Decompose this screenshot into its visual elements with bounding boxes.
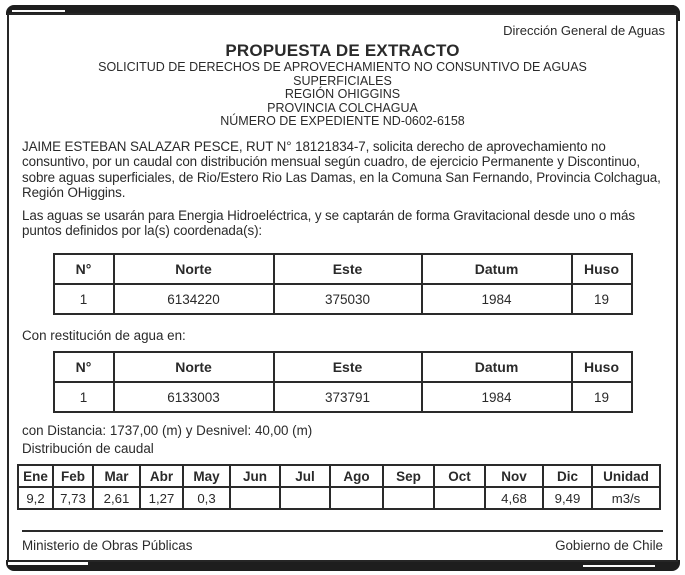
flow-distribution-table [17, 464, 661, 510]
document-title: PROPUESTA DE EXTRACTO [225, 41, 460, 60]
coordinates-table [53, 253, 633, 315]
column-header: N° [54, 352, 114, 382]
table-cell: 375030 [274, 284, 422, 314]
footer-ministry: Ministerio de Obras Públicas [22, 538, 193, 554]
table-cell: 6133003 [114, 382, 274, 412]
column-header: N° [54, 254, 114, 284]
table-row [54, 382, 632, 412]
table-cell: 19 [572, 382, 632, 412]
column-header: Este [274, 254, 422, 284]
distance-line: con Distancia: 1737,00 (m) y Desnivel: 40,00 (m) [22, 423, 313, 439]
table-cell: 9,2 [18, 487, 53, 509]
column-header: Jun [230, 465, 280, 487]
column-header: Norte [114, 254, 274, 284]
table-cell: 1 [54, 382, 114, 412]
table-cell [383, 487, 434, 509]
table-cell: 4,68 [485, 487, 543, 509]
table-header-row [54, 352, 632, 382]
subtitle-line: SOLICITUD DE DERECHOS DE APROVECHAMIENTO NO CONSUNTIVO DE AGUAS [98, 60, 587, 74]
table-cell [434, 487, 485, 509]
footer-government: Gobierno de Chile [555, 538, 663, 554]
column-header: Nov [485, 465, 543, 487]
table-cell: 6134220 [114, 284, 274, 314]
water-use-paragraph: Las aguas se usarán para Energia Hidroeléctrica, y se captarán de forma Gravitacional desde uno o más puntos definidos por la(s) coordenada(s): [22, 207, 635, 239]
subtitle-line: SUPERFICIALES [293, 73, 392, 88]
frame-top-accent-line [12, 10, 65, 12]
table-cell: m3/s [592, 487, 660, 509]
column-header: Unidad [592, 465, 660, 487]
subtitle-line: NÚMERO DE EXPEDIENTE ND-0602-6158 [220, 114, 465, 128]
agency-name: Dirección General de Aguas [503, 23, 665, 38]
restitution-table [53, 351, 633, 413]
column-header: Ago [330, 465, 383, 487]
column-header: Norte [114, 352, 274, 382]
column-header: Oct [434, 465, 485, 487]
column-header: Feb [53, 465, 93, 487]
column-header: Mar [93, 465, 140, 487]
table-cell: 1,27 [140, 487, 183, 509]
applicant-paragraph: JAIME ESTEBAN SALAZAR PESCE, RUT N° 18121834-7, solicita derecho de aprovechamiento no consuntivo, por un caudal con distribución mensual según cuadro, de ejercicio Permanente y Discontinuo, sobre aguas superficiales, de Rio/Estero Rio Las Damas, en la Comuna San Fernando, Provincia Colchagua, Región OHiggins. [22, 138, 661, 201]
table-header-row [54, 254, 632, 284]
table-cell: 0,3 [183, 487, 230, 509]
subtitle-block [14, 61, 671, 129]
column-header: Huso [572, 352, 632, 382]
column-header: Abr [140, 465, 183, 487]
table-cell [330, 487, 383, 509]
column-header: Sep [383, 465, 434, 487]
frame-bottom-accent-line [583, 565, 655, 567]
subtitle-line: PROVINCIA COLCHAGUA [267, 100, 418, 115]
subtitle-line: REGIÓN OHIGGINS [284, 87, 401, 101]
column-header: Datum [422, 254, 572, 284]
column-header: Datum [422, 352, 572, 382]
table-cell: 1 [54, 284, 114, 314]
footer [14, 532, 671, 553]
table-cell: 19 [572, 284, 632, 314]
table-row [54, 284, 632, 314]
table-header-row [18, 465, 660, 487]
distribution-label: Distribución de caudal [22, 441, 154, 457]
restitution-label: Con restitución de agua en: [22, 328, 186, 344]
column-header: Jul [280, 465, 330, 487]
table-cell: 9,49 [543, 487, 592, 509]
table-cell: 1984 [422, 284, 572, 314]
document-frame [7, 13, 678, 562]
column-header: Huso [572, 254, 632, 284]
table-cell [280, 487, 330, 509]
table-cell: 1984 [422, 382, 572, 412]
table-cell [230, 487, 280, 509]
column-header: May [183, 465, 230, 487]
column-header: Dic [543, 465, 592, 487]
table-cell: 373791 [274, 382, 422, 412]
column-header: Este [274, 352, 422, 382]
table-cell: 2,61 [93, 487, 140, 509]
table-cell: 7,73 [53, 487, 93, 509]
table-row [18, 487, 660, 509]
column-header: Ene [18, 465, 53, 487]
